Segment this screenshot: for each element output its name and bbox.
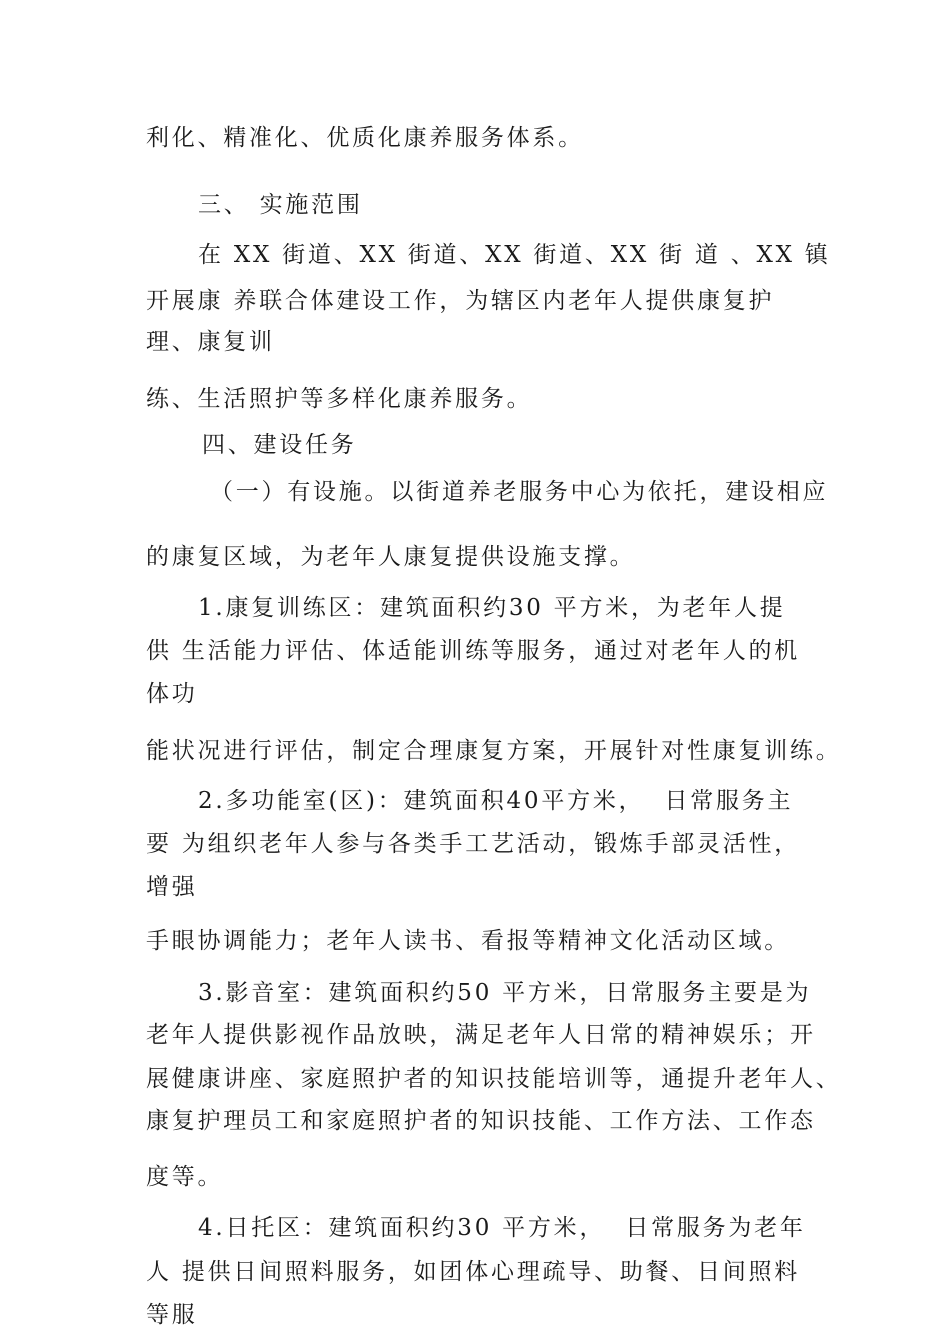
text-line: 要 为组织老年人参与各类手工艺活动，锻炼手部灵活性， xyxy=(146,831,801,857)
text-line: 手眼协调能力；老年人读书、看报等精神文化活动区域。 xyxy=(146,928,790,954)
text-line: 开展康 养联合体建设工作，为辖区内老年人提供康复护 xyxy=(146,288,775,314)
text-line: 等服 xyxy=(146,1302,198,1328)
list-item-4: 4.日托区：建筑面积约30 平方米， 日常服务为老年 xyxy=(198,1215,806,1241)
subsection-heading: （一）有设施。以街道养老服务中心为依托，建设相应 xyxy=(210,479,829,505)
text-line: 度等。 xyxy=(146,1164,224,1190)
text-line: 在 XX 街道、XX 街道、XX 街道、XX 街 道 、XX 镇 xyxy=(198,242,831,268)
section-heading-3: 三、 实施范围 xyxy=(198,192,363,218)
text-line: 老年人提供影视作品放映，满足老年人日常的精神娱乐；开 xyxy=(146,1022,816,1048)
text-line: 能状况进行评估，制定合理康复方案，开展针对性康复训练。 xyxy=(146,738,842,764)
text-line: 供 生活能力评估、体适能训练等服务，通过对老年人的机 xyxy=(146,638,801,664)
text-line: 增强 xyxy=(146,874,198,900)
list-item-3: 3.影音室：建筑面积约50 平方米，日常服务主要是为 xyxy=(198,980,812,1006)
text-line: 理、康复训 xyxy=(146,329,275,355)
list-item-1: 1.康复训练区：建筑面积约30 平方米，为老年人提 xyxy=(198,595,786,621)
text-line: 体功 xyxy=(146,681,198,707)
list-item-2: 2.多功能室(区)：建筑面积40平方米， 日常服务主 xyxy=(198,788,794,814)
text-line: 的康复区域，为老年人康复提供设施支撑。 xyxy=(146,544,636,570)
text-line: 康复护理员工和家庭照护者的知识技能、工作方法、工作态 xyxy=(146,1108,816,1134)
section-heading-4: 四、建设任务 xyxy=(202,432,357,458)
text-line: 人 提供日间照料服务，如团体心理疏导、助餐、日间照料 xyxy=(146,1259,801,1285)
text-line: 利化、精准化、优质化康养服务体系。 xyxy=(146,125,584,151)
text-line: 展健康讲座、家庭照护者的知识技能培训等，通提升老年人、 xyxy=(146,1066,842,1092)
text-line: 练、生活照护等多样化康养服务。 xyxy=(146,386,533,412)
